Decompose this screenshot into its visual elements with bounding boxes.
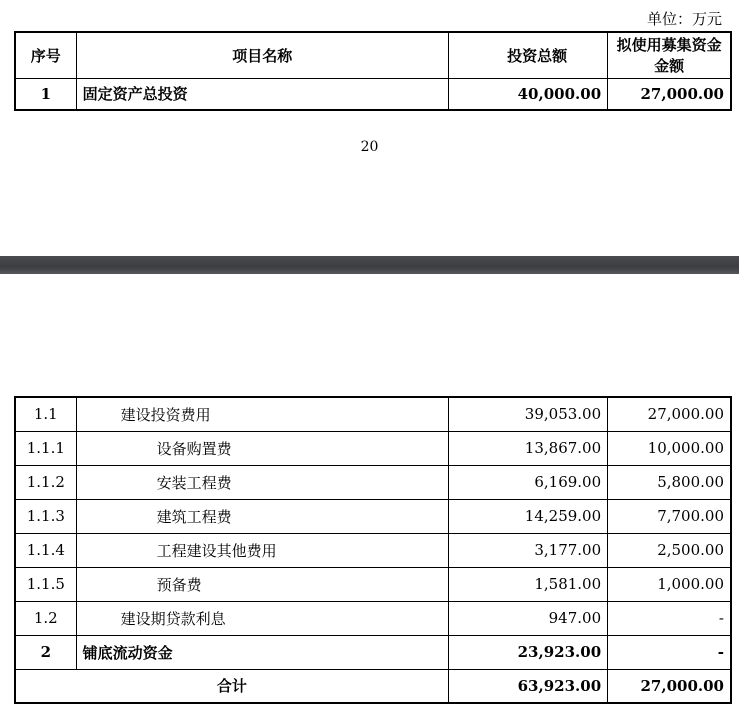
row-name: 预备费 xyxy=(76,567,448,601)
row-total: 13,867.00 xyxy=(448,431,607,465)
row-name: 建筑工程费 xyxy=(76,499,448,533)
investment-table-header-section xyxy=(14,31,732,111)
row-total: 14,259.00 xyxy=(448,499,607,533)
table-row xyxy=(15,78,731,110)
row-no: 1.1.5 xyxy=(15,567,76,601)
table-row xyxy=(15,533,731,567)
row-name: 工程建设其他费用 xyxy=(76,533,448,567)
table-row xyxy=(15,499,731,533)
row-raised: 2,500.00 xyxy=(608,533,731,567)
row-total: 23,923.00 xyxy=(448,635,607,669)
row-name: 安装工程费 xyxy=(76,465,448,499)
table-header-row xyxy=(15,32,731,78)
row-raised: - xyxy=(608,635,731,669)
row-name: 建设期贷款利息 xyxy=(76,601,448,635)
row-raised: 27,000.00 xyxy=(608,78,731,110)
table-row xyxy=(15,397,731,431)
row-total: 3,177.00 xyxy=(448,533,607,567)
header-no: 序号 xyxy=(15,32,76,78)
row-no: 1.2 xyxy=(15,601,76,635)
total-row xyxy=(15,669,731,703)
row-name: 设备购置费 xyxy=(76,431,448,465)
table-row xyxy=(15,465,731,499)
total-raised: 27,000.00 xyxy=(608,669,731,703)
page-number: 20 xyxy=(360,139,379,155)
row-raised: 10,000.00 xyxy=(608,431,731,465)
row-no: 1.1.1 xyxy=(15,431,76,465)
header-raised-funds: 拟使用募集资金金额 xyxy=(608,32,731,78)
row-raised: 5,800.00 xyxy=(608,465,731,499)
row-raised: 7,700.00 xyxy=(608,499,731,533)
row-total: 1,581.00 xyxy=(448,567,607,601)
page-break-bar xyxy=(0,256,739,274)
header-project-name: 项目名称 xyxy=(76,32,448,78)
row-no: 1.1.4 xyxy=(15,533,76,567)
row-total: 6,169.00 xyxy=(448,465,607,499)
investment-table-continued xyxy=(14,396,732,704)
table-row xyxy=(15,601,731,635)
unit-label: 单位：万元 xyxy=(646,10,722,28)
table-row xyxy=(15,567,731,601)
row-total: 40,000.00 xyxy=(448,78,607,110)
row-name: 铺底流动资金 xyxy=(76,635,448,669)
row-no: 1.1.3 xyxy=(15,499,76,533)
table-row xyxy=(15,635,731,669)
row-raised: - xyxy=(608,601,731,635)
row-no: 1 xyxy=(15,78,76,110)
header-total-investment: 投资总额 xyxy=(448,32,607,78)
row-raised: 1,000.00 xyxy=(608,567,731,601)
total-label: 合计 xyxy=(15,669,448,703)
total-investment: 63,923.00 xyxy=(448,669,607,703)
table-row xyxy=(15,431,731,465)
row-name: 建设投资费用 xyxy=(76,397,448,431)
row-total: 39,053.00 xyxy=(448,397,607,431)
row-total: 947.00 xyxy=(448,601,607,635)
row-no: 1.1.2 xyxy=(15,465,76,499)
row-raised: 27,000.00 xyxy=(608,397,731,431)
row-no: 1.1 xyxy=(15,397,76,431)
row-no: 2 xyxy=(15,635,76,669)
row-name: 固定资产总投资 xyxy=(76,78,448,110)
